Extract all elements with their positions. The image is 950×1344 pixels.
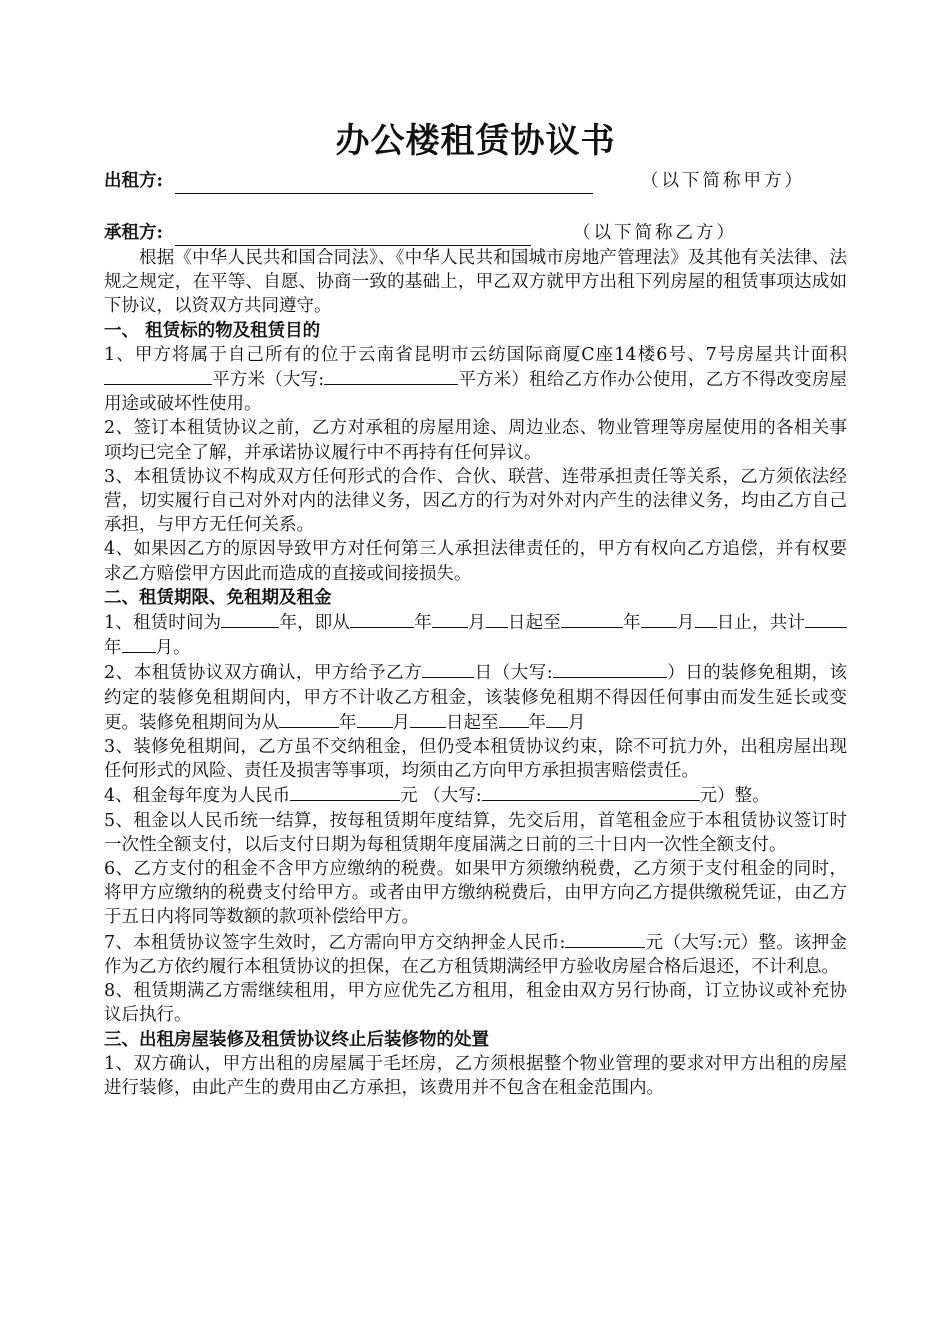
free-end-year-blank[interactable] bbox=[410, 710, 446, 728]
area-blank[interactable] bbox=[104, 367, 212, 385]
end-month-blank[interactable] bbox=[641, 610, 677, 628]
total-years-blank[interactable] bbox=[805, 610, 847, 628]
lessor-row bbox=[104, 168, 847, 194]
lessor-name-blank[interactable] bbox=[175, 173, 593, 194]
section-2-heading: 二、租赁期限、免租期及租金 bbox=[104, 587, 332, 608]
total-months-blank[interactable] bbox=[122, 635, 156, 653]
lessee-row bbox=[104, 220, 847, 246]
free-end-day-blank[interactable] bbox=[546, 710, 568, 728]
end-year-blank[interactable] bbox=[561, 610, 623, 628]
s1-clause-1: 1、甲方将属于自己所有的位于云南省昆明市云纺国际商厦C座14楼6号、7号房屋共计面积平方米（大写: 平方米）租给乙方作办公使用，乙方不得改变房屋用途或破坏性使用。 bbox=[104, 344, 848, 415]
s2-clause-3: 3、装修免租期间，乙方虽不交纳租金，但仍受本租赁协议约束，除不可抗力外，出租房屋出现任何形式的风险、责任及损害等事项，均须由乙方向甲方承担损害赔偿责任。 bbox=[104, 737, 847, 782]
free-start-month-blank[interactable] bbox=[357, 710, 393, 728]
s2-clause-8: 8、租赁期满乙方需继续租用，甲方应优先乙方租用，租金由双方另行协商，订立协议或补充协议后执行。 bbox=[104, 981, 847, 1026]
lessee-note: （以下简称乙方） bbox=[572, 223, 737, 243]
term-years-blank[interactable] bbox=[221, 610, 279, 628]
section-3-heading: 三、出租房屋装修及租赁协议终止后装修物的处置 bbox=[104, 1029, 489, 1050]
end-day-blank[interactable] bbox=[695, 610, 717, 628]
free-end-month-blank[interactable] bbox=[499, 710, 529, 728]
start-month-blank[interactable] bbox=[432, 610, 468, 628]
annual-rent-uppercase-blank[interactable] bbox=[482, 783, 700, 801]
deposit-blank[interactable] bbox=[565, 930, 645, 948]
lessee-label: 承租方: bbox=[104, 223, 163, 243]
lessor-note: （以下简称甲方） bbox=[640, 171, 805, 191]
s2-clause-1: 1、租赁时间为 年，即从 年 月 日起至 年 月 日止，共计年 月。 bbox=[104, 610, 847, 660]
free-days-uppercase-blank[interactable] bbox=[553, 660, 667, 678]
preamble: 根据《中华人民共和国合同法》、《中华人民共和国城市房地产管理法》及其他有关法律、法规之规定，在平等、自愿、协商一致的基础上，甲乙双方就甲方出租下列房屋的租赁事项达成如下协议，以资双方共同遵守。 bbox=[104, 248, 847, 317]
contract-page bbox=[104, 116, 847, 1100]
free-start-year-blank[interactable] bbox=[279, 710, 339, 728]
s3-clause-1: 1、双方确认，甲方出租的房屋属于毛坯房，乙方须根据整个物业管理的要求对甲方出租的房屋进行装修，由此产生的费用由乙方承担，该费用并不包含在租金范围内。 bbox=[104, 1053, 847, 1098]
s1-clause-2: 2、签订本租赁协议之前，乙方对承租的房屋用途、周边业态、物业管理等房屋使用的各相关事项均已完全了解，并承诺协议履行中不再持有任何异议。 bbox=[104, 418, 847, 463]
s2-clause-5: 5、租金以人民币统一结算，按每租赁期年度结算，先交后用，首笔租金应于本租赁协议签订时一次性全额支付，以后支付日期为每租赁期年度届满之日前的三十日内一次性全额支付。 bbox=[104, 810, 847, 855]
s2-clause-2: 2、本租赁协议双方确认，甲方给予乙方 日（大写: ）日的装修免租期，该约定的装修免租期间内，甲方不计收乙方租金，该装修免租期不得因任何事由而发生延长或变更。装修免租期间为从 年 月 日起至 年 月 bbox=[104, 660, 847, 735]
s1-clause-4: 4、如果因乙方的原因导致甲方对任何第三人承担法律责任的，甲方有权向乙方追偿，并有权要求乙方赔偿甲方因此而造成的直接或间接损失。 bbox=[104, 539, 847, 584]
area-uppercase-blank[interactable] bbox=[324, 367, 458, 385]
lessor-label: 出租方: bbox=[104, 171, 163, 191]
s2-clause-6: 6、乙方支付的租金不含甲方应缴纳的税费。如果甲方须缴纳税费，乙方须于支付租金的同时，将甲方应缴纳的税费支付给甲方。或者由甲方缴纳税费后，由甲方向乙方提供缴税凭证，由乙方于五日内将同等数额的款项补偿给甲方。 bbox=[104, 859, 847, 928]
section-1-heading: 一、 租赁标的物及租赁目的 bbox=[104, 320, 321, 341]
free-days-blank[interactable] bbox=[422, 660, 474, 678]
s2-clause-4: 4、租金每年度为人民币 元 （大写: 元）整。 bbox=[104, 783, 847, 808]
s2-clause-7: 7、本租赁协议签字生效时，乙方需向甲方交纳押金人民币: 元（大写:元）整。该押金作为乙方依约履行本租赁协议的担保，在乙方租赁期满经甲方验收房屋合格后退还，不计利息。 bbox=[104, 930, 847, 979]
s1-clause-3: 3、本租赁协议不构成双方任何形式的合作、合伙、联营、连带承担责任等关系，乙方须依法经营，切实履行自己对外对内的法律义务，因乙方的行为对外对内产生的法律义务，均由乙方自己承担，与甲方无任何关系。 bbox=[104, 466, 847, 536]
document-title: 办公楼租赁协议书 bbox=[335, 121, 616, 161]
lessee-name-blank[interactable] bbox=[175, 225, 531, 246]
start-year-blank[interactable] bbox=[350, 610, 414, 628]
annual-rent-blank[interactable] bbox=[290, 783, 400, 801]
start-day-blank[interactable] bbox=[486, 610, 508, 628]
